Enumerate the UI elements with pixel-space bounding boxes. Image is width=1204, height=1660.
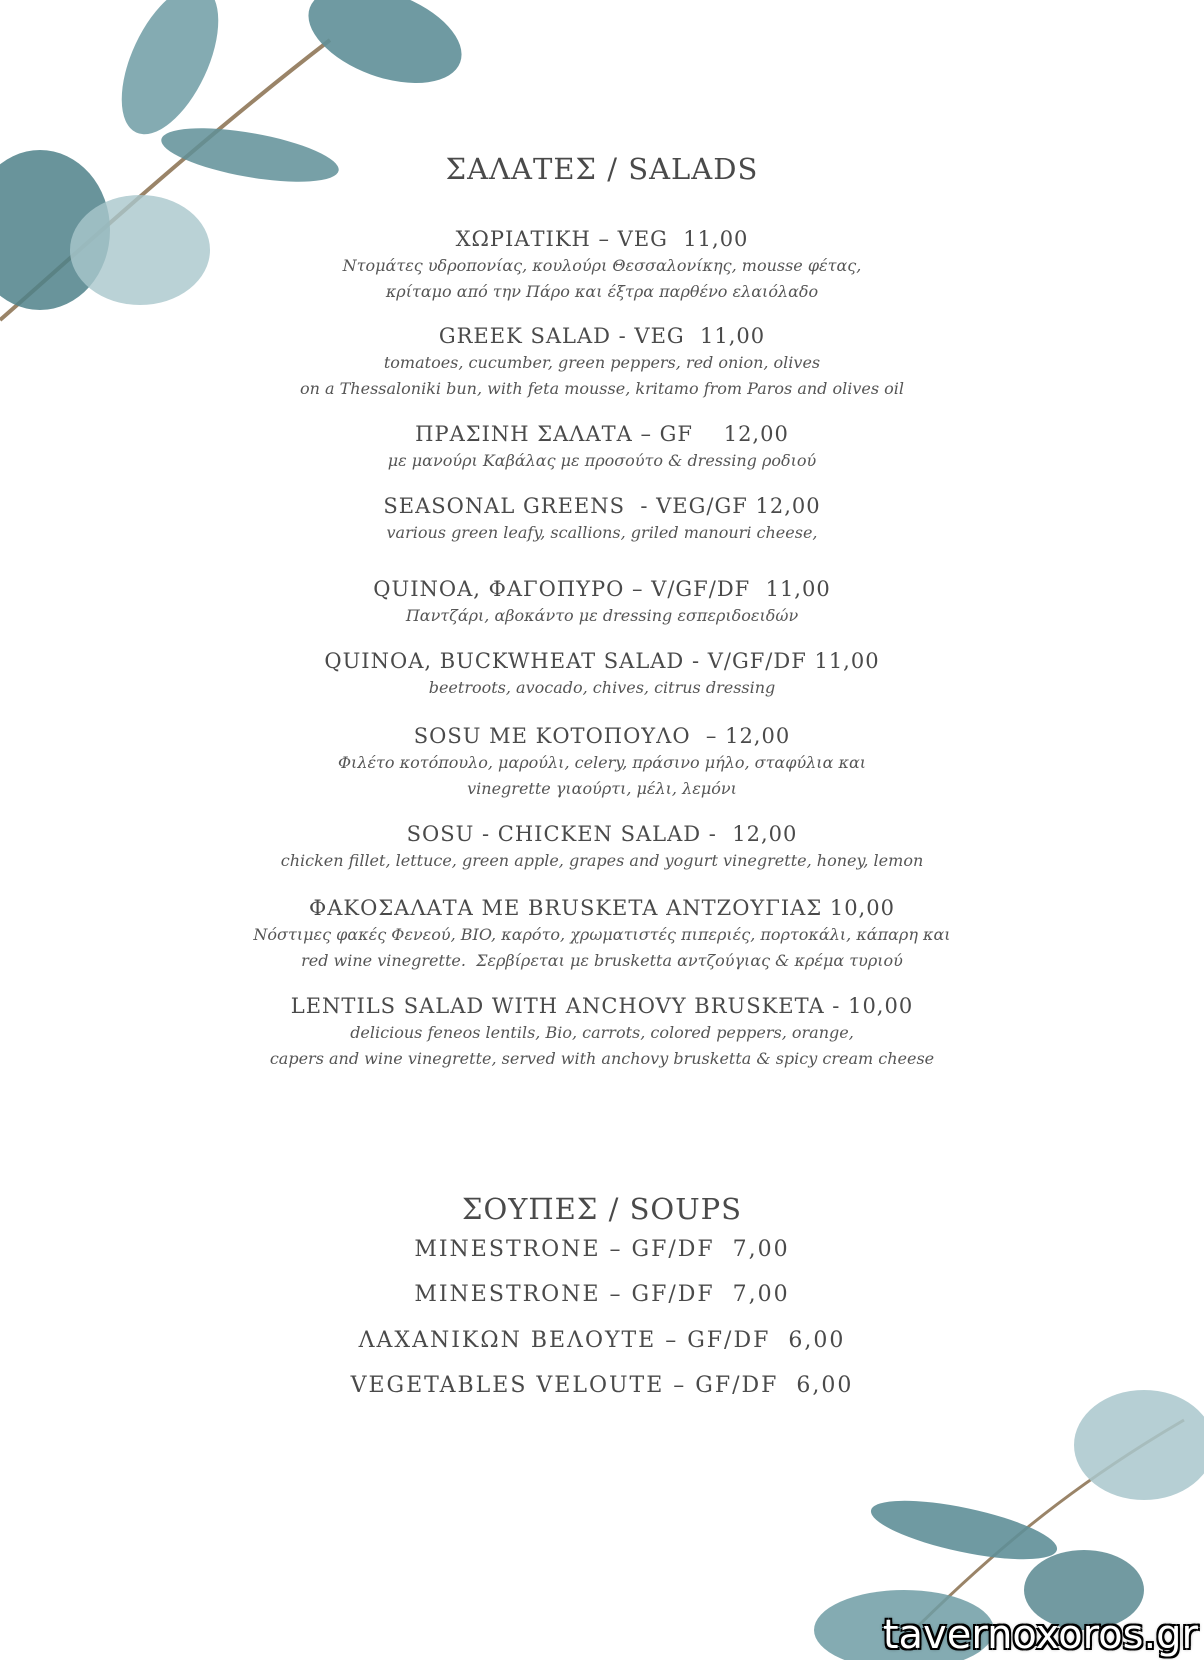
- item-name: LENTILS SALAD WITH ANCHOVY BRUSKETA - 10,00: [290, 994, 914, 1018]
- soup-item: MINESTRONE – GF/DF 7,00: [414, 1282, 790, 1307]
- item-description: various green leafy, scallions, griled manouri cheese,: [386, 523, 818, 542]
- soup-item: MINESTRONE – GF/DF 7,00: [414, 1237, 790, 1262]
- menu-item: [0, 575, 1204, 629]
- item-name: SEASONAL GREENS - VEG/GF 12,00: [383, 494, 821, 518]
- item-description: chicken fillet, lettuce, green apple, grapes and yogurt vinegrette, honey, lemon: [280, 851, 924, 870]
- item-description: on a Thessaloniki bun, with feta mousse, kritamo from Paros and olives oil: [299, 379, 905, 398]
- menu-item: [0, 894, 1204, 974]
- item-description: Νόστιμες φακές Φενεού, BIO, καρότο, χρωματιστές πιπεριές, πορτοκάλι, κάπαρη και: [253, 925, 951, 944]
- menu-item: [0, 492, 1204, 546]
- soups-section-title: ΣΟΥΠΕΣ / SOUPS: [461, 1192, 743, 1226]
- item-name: ΠΡΑΣΙΝΗ ΣΑΛΑΤΑ – GF 12,00: [415, 422, 789, 446]
- item-description: Ντομάτες υδροπονίας, κουλούρι Θεσσαλονίκης, mousse φέτας,: [342, 256, 862, 275]
- item-name: GREEK SALAD - VEG 11,00: [438, 324, 766, 348]
- soup-item: VEGETABLES VELOUTE – GF/DF 6,00: [350, 1373, 854, 1398]
- item-description: beetroots, avocado, chives, citrus dressing: [428, 678, 776, 697]
- item-name: QUINOA, BUCKWHEAT SALAD - V/GF/DF 11,00: [324, 649, 880, 673]
- item-description: tomatoes, cucumber, green peppers, red onion, olives: [383, 353, 821, 372]
- menu-item: [0, 647, 1204, 701]
- menu-item: [0, 420, 1204, 474]
- menu-item: [0, 722, 1204, 802]
- menu-item: [0, 992, 1204, 1072]
- soup-item: ΛΑΧΑΝΙΚΩΝ ΒΕΛΟΥΤΕ – GF/DF 6,00: [358, 1328, 846, 1353]
- item-name: ΧΩΡΙΑΤΙΚΗ – VEG 11,00: [455, 227, 749, 251]
- item-name: SOSU - CHICKEN SALAD - 12,00: [406, 822, 798, 846]
- menu-item: [0, 225, 1204, 305]
- item-description: capers and wine vinegrette, served with anchovy brusketta & spicy cream cheese: [269, 1049, 935, 1068]
- menu-item: [0, 322, 1204, 402]
- menu-item: [0, 820, 1204, 874]
- item-description: με μανούρι Καβάλας με προσούτο & dressing ροδιού: [387, 451, 817, 470]
- item-description: Παντζάρι, αβοκάντο με dressing εσπεριδοειδών: [405, 606, 799, 625]
- item-name: SOSU ΜΕ ΚΟΤΟΠΟΥΛΟ – 12,00: [413, 724, 791, 748]
- item-name: QUINOA, ΦΑΓΟΠΥΡΟ – V/GF/DF 11,00: [373, 577, 831, 601]
- salads-section-title: ΣΑΛΑΤΕΣ / SALADS: [445, 152, 759, 186]
- item-description: Φιλέτο κοτόπουλο, μαρούλι, celery, πράσινο μήλο, σταφύλια και: [337, 753, 867, 772]
- item-description: κρίταμο από την Πάρο και έξτρα παρθένο ελαιόλαδο: [385, 282, 819, 301]
- item-description: red wine vinegrette. Σερβίρεται με brusketta αντζούγιας & κρέμα τυριού: [301, 951, 903, 970]
- item-name: ΦΑΚΟΣΑΛΑΤΑ ΜΕ BRUSKETA ΑΝΤΖΟΥΓΙΑΣ 10,00: [309, 896, 895, 920]
- item-description: vinegrette γιαούρτι, μέλι, λεμόνι: [467, 779, 737, 798]
- site-watermark: tavernoxoros.gr: [882, 1612, 1198, 1658]
- item-description: delicious feneos lentils, Bio, carrots, colored peppers, orange,: [350, 1023, 854, 1042]
